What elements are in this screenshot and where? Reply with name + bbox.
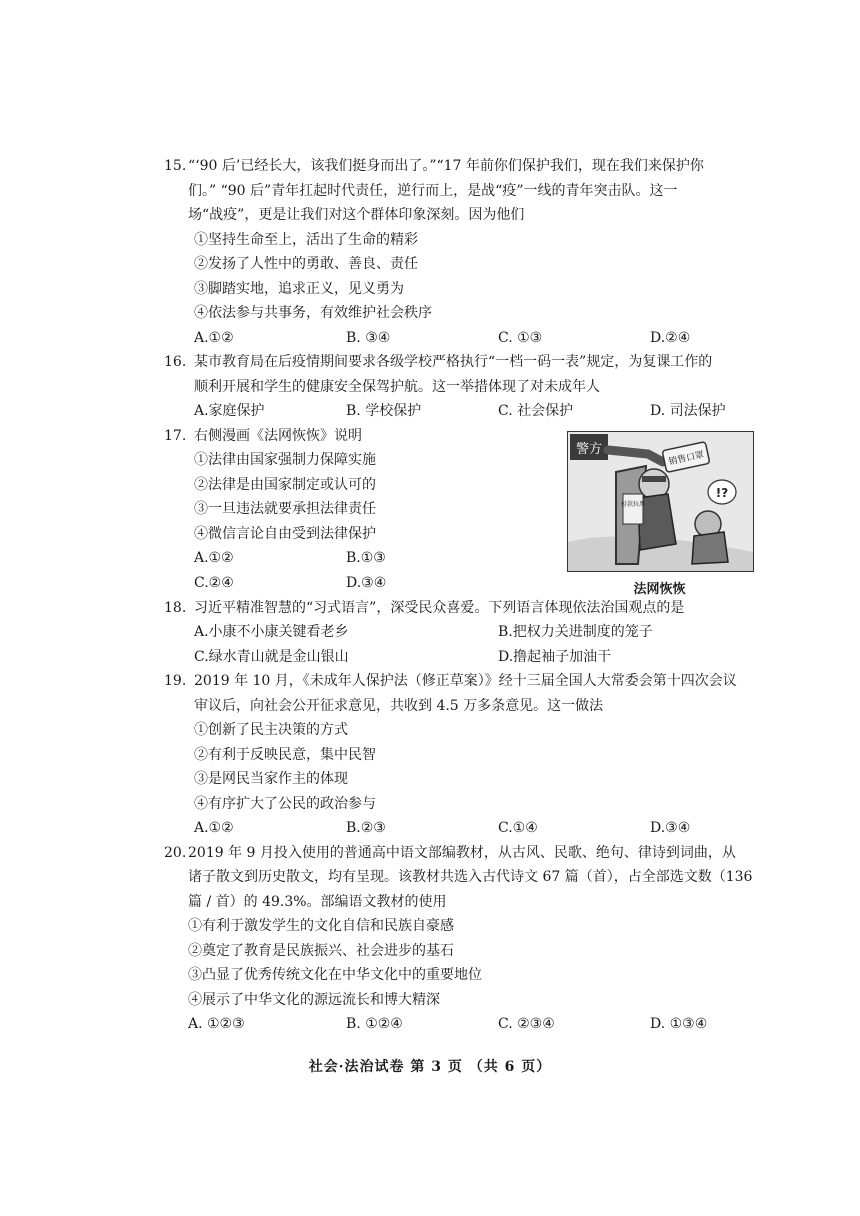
option-b: B. ①②④ [346,1016,403,1032]
statement-item: ①法律由国家强制力保障实施 [194,452,376,468]
option-c: C.②④ [194,575,234,591]
option-d: D.②④ [650,330,691,346]
question-stem-line: 场“战疫”，更是让我们对这个群体印象深刻。因为他们 [188,207,525,223]
question-number: 15. [164,158,187,174]
option-d: D.③④ [650,820,691,836]
question-stem-line: 们。” “90 后”青年扛起时代责任，逆行而上，是战“疫”一线的青年突击队。这一 [188,183,678,199]
statement-item: ④有序扩大了公民的政治参与 [194,796,376,812]
option-a: A.家庭保护 [194,403,265,419]
option-a: A.①② [194,550,234,566]
question-stem-line: 篇 / 首）的 49.3%。部编语文教材的使用 [188,894,447,910]
cartoon-bubble-label: !? [715,486,729,500]
question-number: 19. [164,673,187,689]
cartoon-caption: 法网恢恢 [633,582,686,597]
question-number: 17. [164,428,187,444]
question-number: 18. [164,600,187,616]
cartoon-illustration [568,432,753,571]
page-footer: 社会·法治试卷 第 3 页 （共 6 页） [308,1059,552,1075]
option-c: C.①④ [498,820,538,836]
option-d: D.撸起袖子加油干 [498,649,612,665]
option-b: B.把权力关进制度的笼子 [498,624,653,640]
option-c: C. 社会保护 [498,403,574,419]
option-a: A.①② [194,820,234,836]
option-c: C. ②③④ [498,1016,555,1032]
statement-item: ①坚持生命至上，活出了生命的精彩 [194,232,418,248]
statement-item: ③凸显了优秀传统文化在中华文化中的重要地位 [188,967,482,983]
question-stem-line: “‘90 后’已经长大，该我们挺身而出了。”“17 年前你们保护我们，现在我们来保护你 [188,158,704,174]
statement-item: ④展示了中华文化的源远流长和博大精深 [188,992,440,1008]
option-a: A. ①②③ [188,1016,245,1032]
question-stem-line: 顺利开展和学生的健康安全保驾护航。这一举措体现了对未成年人 [194,379,600,395]
statement-item: ③是网民当家作主的体现 [194,771,348,787]
option-b: B. 学校保护 [346,403,422,419]
option-b: B.②③ [346,820,386,836]
option-a: A.①② [194,330,234,346]
statement-item: ②有利于反映民意，集中民智 [194,747,376,763]
option-b: B.①③ [346,550,386,566]
question-stem-line: 审议后，向社会公开征求意见，共收到 4.5 万多条意见。这一做法 [194,698,604,714]
option-b: B. ③④ [346,330,391,346]
cartoon-sign-label: 销售口罩 [667,450,706,468]
option-c: C. ①③ [498,330,543,346]
statement-item: ②法律是由国家制定或认可的 [194,477,376,493]
cartoon-image [567,431,754,572]
question-stem-line: 2019 年 9 月投入使用的普通高中语文部编教材，从古风、民歌、绝句、律诗到词曲，从 [188,845,736,861]
option-d: D. 司法保护 [650,403,726,419]
statement-item: ③脚踏实地，追求正义，见义勇为 [194,281,404,297]
question-stem-line: 诸子散文到历史散文，均有呈现。该教材共选入古代诗文 67 篇（首），占全部选文数（136 [188,869,753,885]
option-d: D.③④ [346,575,387,591]
statement-item: ①创新了民主决策的方式 [194,722,348,738]
question-stem-line: 某市教育局在后疫情期间要求各级学校严格执行“一档一码一表”规定，为复课工作的 [194,354,713,370]
option-c: C.绿水青山就是金山银山 [194,649,349,665]
question-stem-line: 2019 年 10 月，《未成年人保护法（修正草案）》经十三届全国人大常委会第十四次会议 [194,673,737,689]
question-number: 16. [164,354,187,370]
option-d: D. ①③④ [650,1016,708,1032]
cartoon-bag-label: 付款拉黑 [620,501,646,508]
statement-item: ②发扬了人性中的勇敢、善良、责任 [194,256,418,272]
statement-item: ③一旦违法就要承担法律责任 [194,501,376,517]
statement-item: ④微信言论自由受到法律保护 [194,526,376,542]
cartoon-police-label: 警方 [575,442,603,457]
statement-item: ②奠定了教育是民族振兴、社会进步的基石 [188,943,454,959]
question-stem-line: 习近平精准智慧的“习式语言”，深受民众喜爱。下列语言体现依法治国观点的是 [194,600,685,616]
option-a: A.小康不小康关键看老乡 [194,624,349,640]
question-number: 20. [164,845,187,861]
statement-item: ④依法参与共事务，有效维护社会秩序 [194,305,432,321]
question-stem-line: 右侧漫画《法网恢恢》说明 [194,428,362,444]
statement-item: ①有利于激发学生的文化自信和民族自豪感 [188,918,454,934]
